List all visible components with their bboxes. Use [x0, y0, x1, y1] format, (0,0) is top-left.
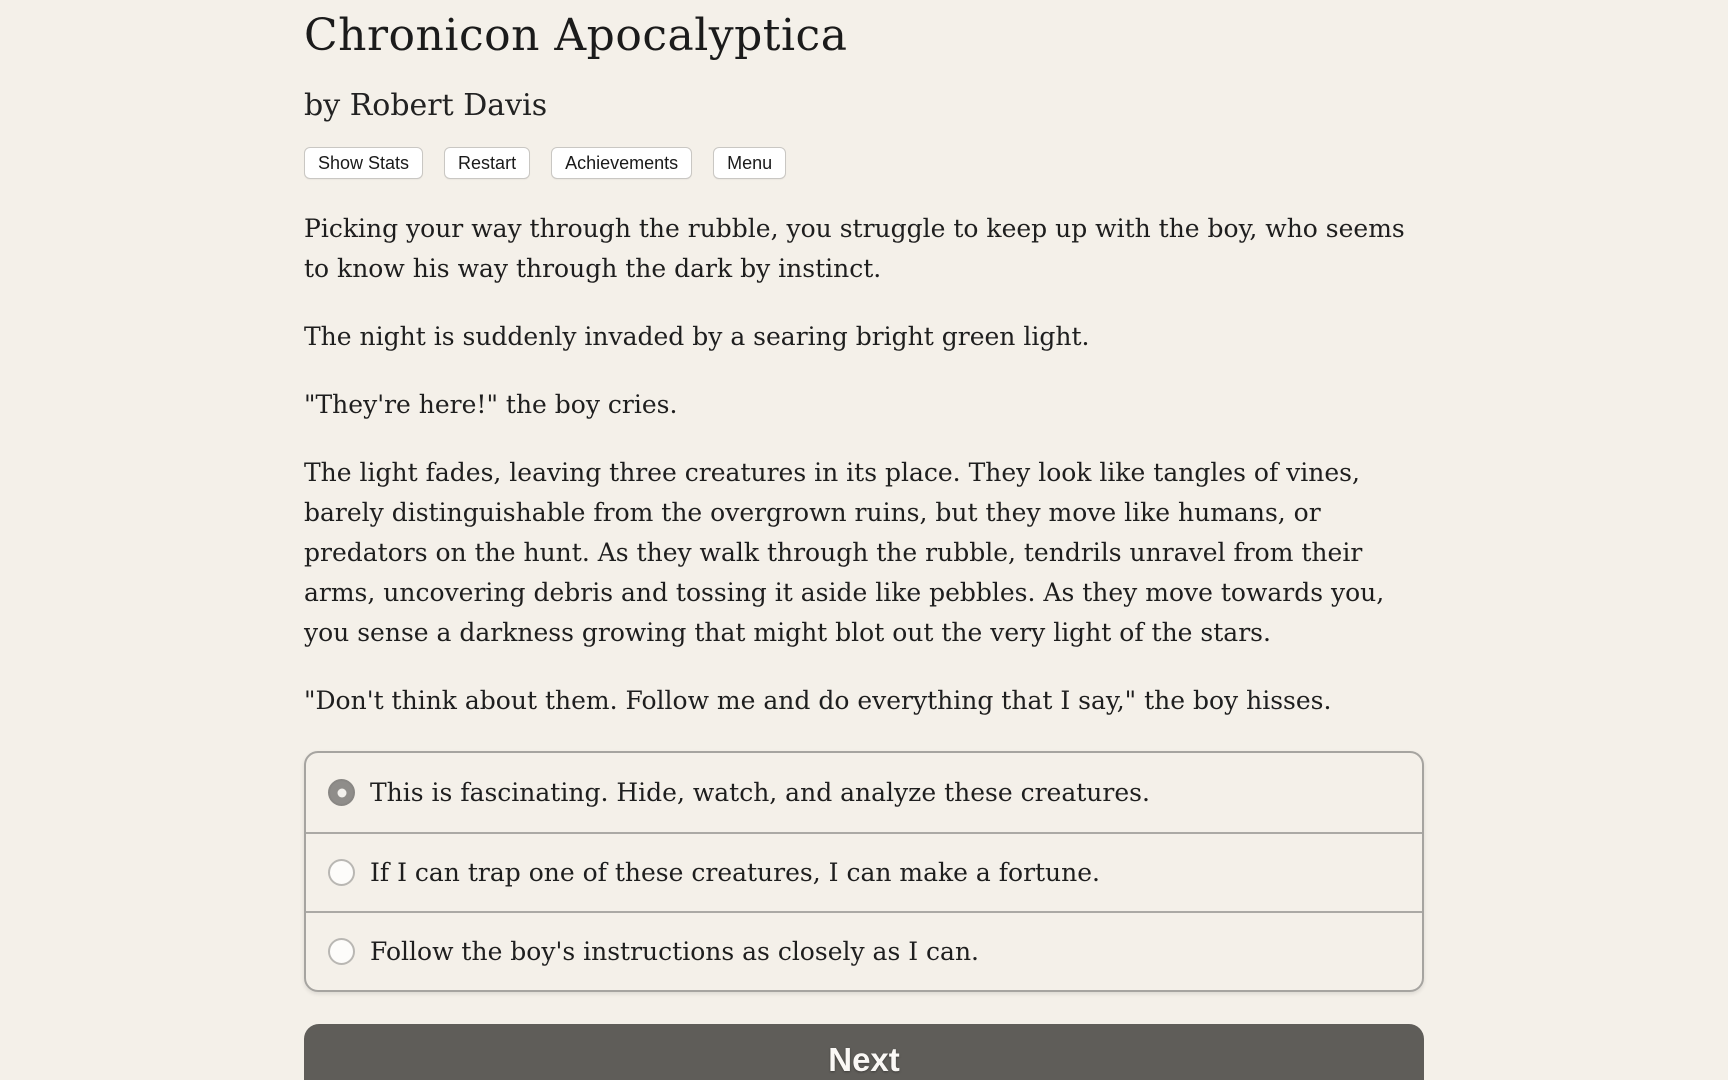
radio-button-icon[interactable]	[328, 859, 355, 886]
choice-option-trap[interactable]	[306, 832, 1422, 911]
show-stats-button[interactable]: Show Stats	[304, 147, 423, 179]
story-paragraph: The night is suddenly invaded by a searing bright green light.	[304, 322, 1090, 351]
author-byline: by Robert Davis	[304, 88, 548, 123]
restart-button[interactable]: Restart	[444, 147, 530, 179]
radio-button-icon[interactable]	[328, 938, 355, 965]
toolbar	[304, 147, 1424, 179]
next-button[interactable]: Next	[304, 1024, 1424, 1080]
menu-button[interactable]: Menu	[713, 147, 786, 179]
choice-option-analyze[interactable]	[306, 753, 1422, 832]
choice-group	[304, 751, 1424, 992]
story-text	[304, 209, 1424, 721]
story-page	[304, 0, 1424, 1080]
achievements-button[interactable]: Achievements	[551, 147, 692, 179]
choice-option-label: If I can trap one of these creatures, I can make a fortune.	[370, 857, 1101, 887]
story-paragraph: The light fades, leaving three creatures in its place. They look like tangles of vines, barely distinguishable from the overgrown ruins, but they move like humans, or predators on the hunt. As they walk through the rubble, tendrils unravel from their arms, uncovering debris and tossing it aside like pebbles. As they move towards you, you sense a darkness growing that might blot out the very light of the stars.	[304, 458, 1385, 647]
choice-option-follow[interactable]	[306, 911, 1422, 990]
story-paragraph: "They're here!" the boy cries.	[304, 390, 678, 419]
choice-option-label: This is fascinating. Hide, watch, and analyze these creatures.	[370, 777, 1150, 807]
radio-button-icon[interactable]	[328, 779, 355, 806]
choice-option-label: Follow the boy's instructions as closely as I can.	[370, 936, 980, 966]
story-paragraph: Picking your way through the rubble, you struggle to keep up with the boy, who seems to know his way through the dark by instinct.	[304, 214, 1405, 283]
page-title: Chronicon Apocalyptica	[304, 10, 848, 61]
story-paragraph: "Don't think about them. Follow me and do everything that I say," the boy hisses.	[304, 686, 1332, 715]
